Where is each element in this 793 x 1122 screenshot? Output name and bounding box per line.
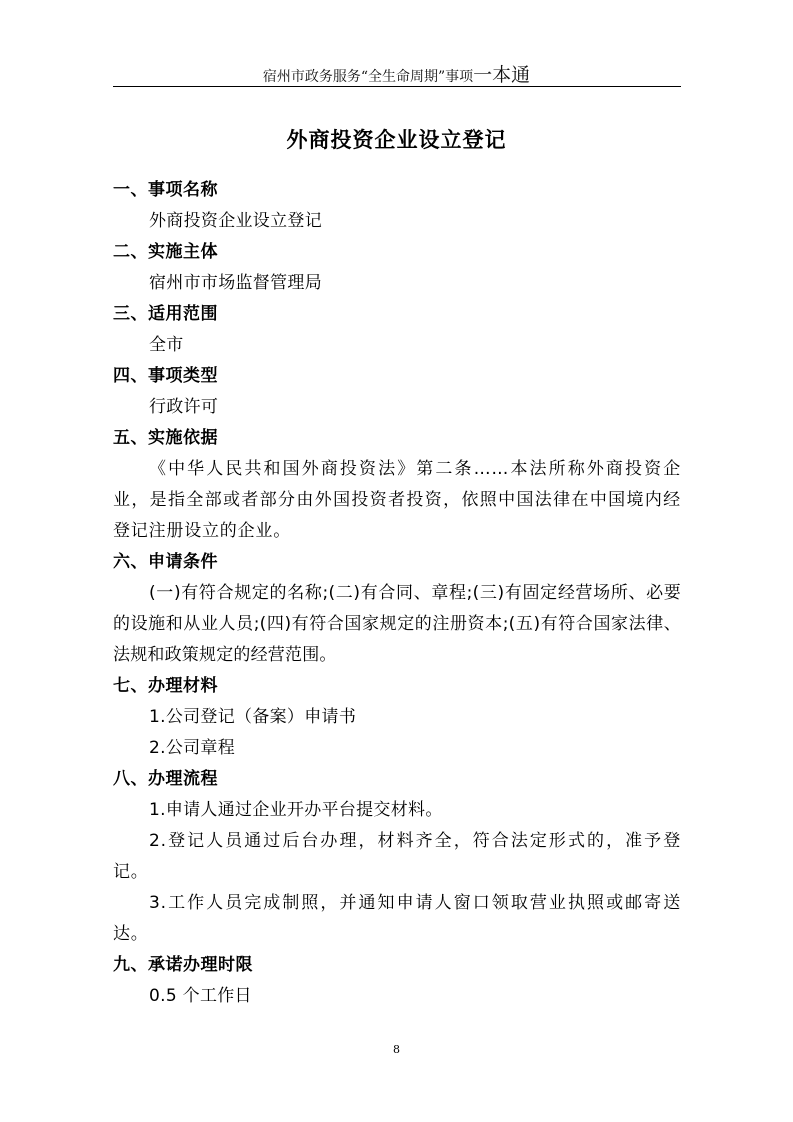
section-heading-materials: 七、办理材料 bbox=[113, 676, 218, 696]
header-text-large: 一本通 bbox=[473, 64, 531, 86]
page-number: 8 bbox=[393, 1043, 400, 1056]
type-value: 行政许可 bbox=[149, 397, 219, 417]
section-heading-scope: 三、适用范围 bbox=[113, 304, 218, 324]
section-heading-type: 四、事项类型 bbox=[113, 366, 218, 386]
implementer-value: 宿州市市场监督管理局 bbox=[149, 273, 322, 293]
section-heading-implementer: 二、实施主体 bbox=[113, 242, 218, 262]
material-item: 1.公司登记（备案）申请书 bbox=[149, 707, 357, 727]
material-item: 2.公司章程 bbox=[149, 738, 236, 758]
section-heading-conditions: 六、申请条件 bbox=[113, 552, 218, 572]
header-text: 宿州市政务服务“全生命周期”事项 bbox=[262, 69, 474, 85]
process-step: 1.申请人通过企业开办平台提交材料。 bbox=[149, 800, 443, 820]
running-header bbox=[0, 60, 793, 87]
section-heading-time-limit: 九、承诺办理时限 bbox=[113, 955, 253, 975]
document-body bbox=[113, 175, 681, 1012]
legal-basis-paragraph: 《中华人民共和国外商投资法》第二条……本法所称外商投资企业，是指全部或者部分由外国投资者投资，依照中国法律在中国境内经登记注册设立的企业。 bbox=[113, 459, 681, 541]
section-heading-process: 八、办理流程 bbox=[113, 769, 218, 789]
scope-value: 全市 bbox=[149, 335, 184, 355]
section-heading-legal-basis: 五、实施依据 bbox=[113, 428, 218, 448]
conditions-paragraph: (一)有符合规定的名称;(二)有合同、章程;(三)有固定经营场所、必要的设施和从业人员;(四)有符合国家规定的注册资本;(五)有符合国家法律、法规和政策规定的经营范围。 bbox=[113, 583, 681, 665]
process-step: 2.登记人员通过后台办理，材料齐全，符合法定形式的，准予登记。 bbox=[113, 831, 681, 882]
time-limit-value: 0.5 个工作日 bbox=[149, 986, 252, 1006]
process-step: 3.工作人员完成制照，并通知申请人窗口领取营业执照或邮寄送达。 bbox=[113, 893, 681, 944]
item-name-value: 外商投资企业设立登记 bbox=[149, 211, 322, 231]
header-rule bbox=[113, 86, 681, 87]
section-heading-item-name: 一、事项名称 bbox=[113, 180, 218, 200]
document-title: 外商投资企业设立登记 bbox=[286, 128, 507, 152]
